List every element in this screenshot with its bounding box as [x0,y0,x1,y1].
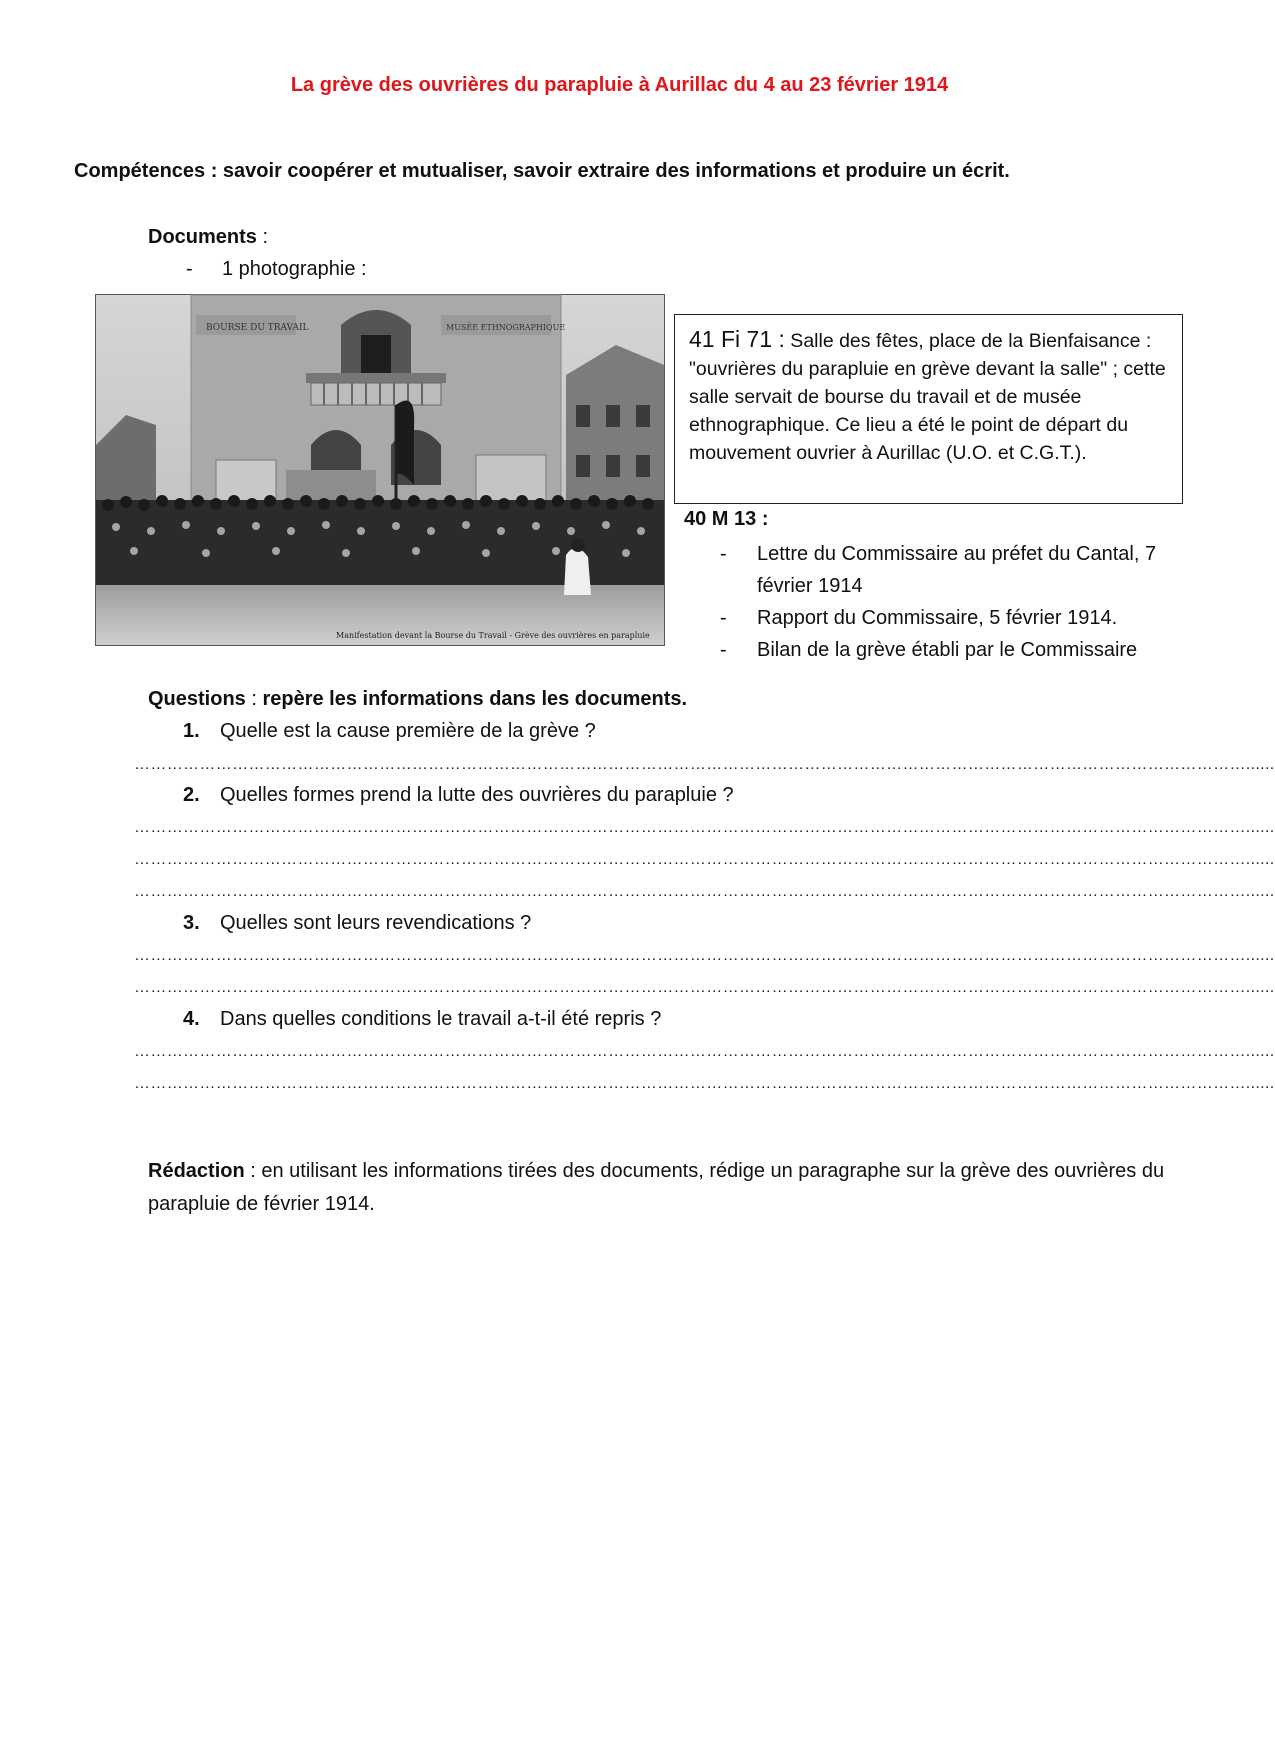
page-title: La grève des ouvrières du parapluie à Aurillac du 4 au 23 février 1914 [290,74,949,96]
historic-photograph [95,294,665,646]
archive-list [720,538,1190,666]
archive-list-item [720,538,1190,602]
list-dash: - [720,543,727,565]
answer-line[interactable]: ……………………………………………………………………………………………………………………………………………………………………………………...... [134,1075,1275,1092]
answer-line[interactable]: ……………………………………………………………………………………………………………………………………………………………………………………...... [134,756,1275,773]
documents-heading [148,226,268,249]
questions-heading [148,688,687,711]
question-text: Dans quelles conditions le travail a-t-il été repris ? [220,1008,662,1030]
answer-line[interactable]: ……………………………………………………………………………………………………………………………………………………………………………………...... [134,883,1275,900]
archive-item-text: Bilan de la grève établi par le Commissaire [757,639,1138,661]
questions-instruction: repère les informations dans les documents. [262,688,688,710]
question-number: 2. [183,784,200,806]
caption-reference: 41 Fi 71 : [689,326,785,352]
answer-line[interactable]: ……………………………………………………………………………………………………………………………………………………………………………………...... [134,819,1275,836]
caption-text: Salle des fêtes, place de la Bienfaisance : "ouvrières du parapluie en grève devant la salle" ; cette salle servait de bourse du travail et de musée ethnographique. Ce lieu a été le point de départ du mouvement ouvrier à Aurillac (U.O. et C.G.T.). [689,330,1166,464]
list-dash: - [720,639,727,661]
answer-line[interactable]: ……………………………………………………………………………………………………………………………………………………………………………………...... [134,979,1275,996]
question-number: 4. [183,1008,200,1030]
questions-label: Questions [148,688,246,710]
photo-caption-box [674,314,1183,504]
documents-label-suffix: : [256,226,269,248]
facade-sign-right: MUSÉE ETHNOGRAPHIQUE [446,323,566,332]
documents-list-item [186,258,367,281]
question-text: Quelles sont leurs revendications ? [220,912,532,934]
facade-sign-left: BOURSE DU TRAVAIL [206,323,309,333]
question-number: 3. [183,912,200,934]
archive-reference: 40 M 13 : [684,508,769,530]
photo-item-text: 1 photographie : [222,258,367,280]
answer-line[interactable]: ……………………………………………………………………………………………………………………………………………………………………………………...... [134,851,1275,868]
documents-label: Documents [148,226,257,248]
redaction-label: Rédaction [148,1160,245,1182]
redaction-text: : en utilisant les informations tirées des documents, rédige un paragraphe sur la grève des ouvrières du parapluie de février 1914. [148,1160,1165,1215]
archive-list-item [720,634,1190,666]
archive-item-text: Rapport du Commissaire, 5 février 1914. [757,607,1118,629]
question-text: Quelles formes prend la lutte des ouvrières du parapluie ? [220,784,734,806]
redaction-paragraph [148,1155,1188,1221]
competences-line: Compétences : savoir coopérer et mutualiser, savoir extraire des informations et produire un écrit. [74,160,1010,182]
photo-bottom-caption: Manifestation devant la Bourse du Travail - Grève des ouvrières en parapluie [336,631,650,640]
questions-separator: : [245,688,263,710]
answer-line[interactable]: ……………………………………………………………………………………………………………………………………………………………………………………...... [134,1043,1275,1060]
list-dash: - [720,607,727,629]
list-dash: - [186,258,193,280]
question-number: 1. [183,720,200,742]
answer-line[interactable]: ……………………………………………………………………………………………………………………………………………………………………………………...... [134,947,1275,964]
archive-list-item [720,602,1190,634]
archive-item-text: Lettre du Commissaire au préfet du Cantal, 7 février 1914 [757,543,1157,597]
question-text: Quelle est la cause première de la grève ? [220,720,596,742]
photograph-drawing [96,295,664,645]
